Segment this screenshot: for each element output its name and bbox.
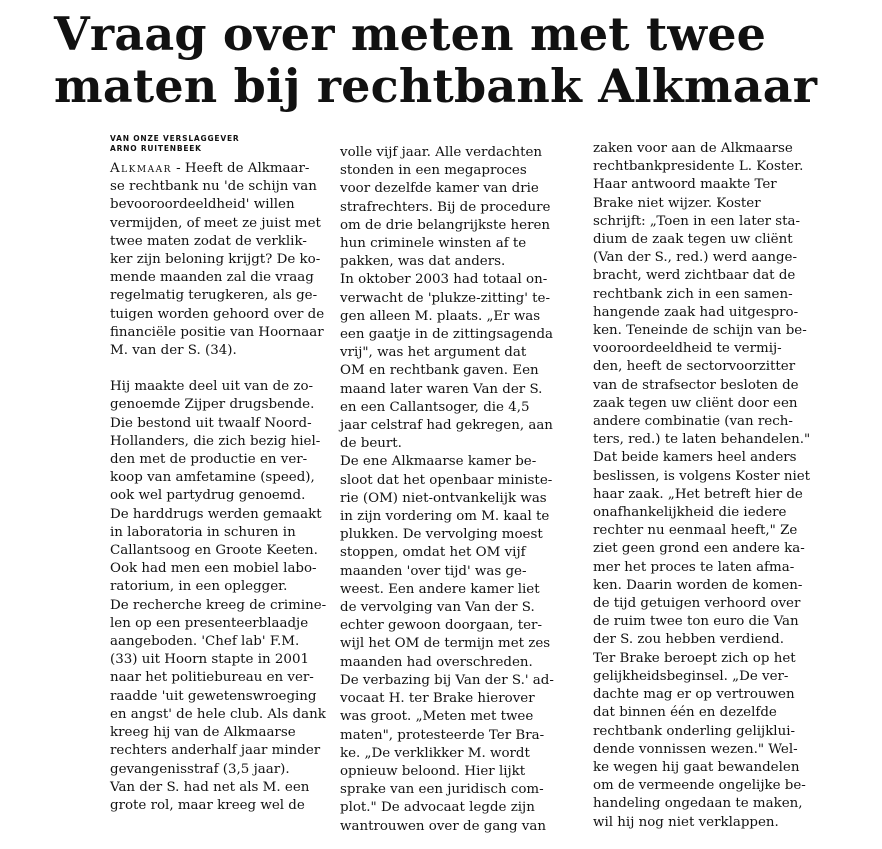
body-line: maand later waren Van der S. (340, 381, 543, 397)
body-line: mer het proces te laten afma- (593, 559, 795, 575)
body-line: rechter nu eenmaal heeft," Ze (593, 523, 798, 539)
body-line: Dat beide kamers heel anders (593, 450, 797, 466)
body-line: Ter Brake beroept zich op het (593, 650, 796, 666)
body-line: Alkmaar - Heeft de Alkmaar- (110, 161, 310, 176)
body-line: genoemde Zijper drugsbende. (110, 397, 315, 413)
body-line: was groot. „Meten met twee (340, 709, 534, 725)
body-line: maten", protesteerde Ter Bra- (340, 727, 545, 743)
body-line: van de strafsector besloten de (593, 377, 799, 393)
article-column-1 (110, 134, 328, 815)
body-line: wil hij nog niet verklappen. (593, 814, 779, 830)
body-line: sprake van een juridisch com- (340, 782, 544, 798)
body-line: schrijft: „Toen in een later sta- (593, 213, 801, 229)
body-line: financiële positie van Hoornaar (110, 324, 324, 340)
body-line: vermijden, of meet ze juist met (110, 215, 321, 231)
body-line: Haar antwoord maakte Ter (593, 177, 777, 193)
body-line: ook wel partydrug genoemd. (110, 488, 306, 504)
body-line: plukken. De vervolging moest (340, 527, 543, 543)
body-line: regelmatig terugkeren, als ge- (110, 288, 318, 304)
body-line: naar het politiebureau en ver- (110, 670, 314, 686)
body-line: De harddrugs werden gemaakt (110, 506, 322, 522)
body-line: beslissen, is volgens Koster niet (593, 468, 811, 484)
byline (110, 134, 328, 154)
body-line: twee maten zodat de verklik- (110, 233, 307, 249)
headline-line-2: maten bij rechtbank Alkmaar (54, 59, 818, 113)
body-line: den met de productie en ver- (110, 452, 308, 468)
body-line: aangeboden. 'Chef lab' F.M. (110, 634, 300, 650)
body-line: om de drie belangrijkste heren (340, 217, 551, 233)
body-line: Van der S. had net als M. een (110, 779, 310, 795)
body-line: vocaat H. ter Brake hierover (340, 691, 535, 707)
body-line: Ook had men een mobiel labo- (110, 561, 317, 577)
body-line: (33) uit Hoorn stapte in 2001 (110, 652, 309, 668)
body-line: pakken, was dat anders. (340, 254, 506, 270)
body-line: gelijkheidsbeginsel. „De ver- (593, 668, 789, 684)
body-line: Die bestond uit twaalf Noord- (110, 415, 312, 431)
body-line: zaken voor aan de Alkmaarse (593, 141, 793, 156)
headline-line-1: Vraag over meten met twee (54, 7, 767, 61)
body-line: Hollanders, die zich bezig hiel- (110, 433, 321, 449)
body-line: den, heeft de sectorvoorzitter (593, 359, 796, 375)
body-line: (Van der S., red.) werd aange- (593, 250, 798, 266)
body-line: rechtbankpresidente L. Koster. (593, 159, 804, 175)
body-line: om de vermeende ongelijke be- (593, 778, 806, 794)
body-line: echter gewoon doorgaan, ter- (340, 618, 542, 634)
body-line: gevangenisstraf (3,5 jaar). (110, 761, 290, 777)
body-line: stonden in een megaproces (340, 163, 527, 179)
body-line: ziet geen grond een andere ka- (593, 541, 805, 557)
body-line: len op een presenteerblaadje (110, 615, 309, 631)
body-line: sloot dat het openbaar ministe- (340, 472, 553, 488)
body-line: tuigen worden gehoord over de (110, 306, 325, 322)
body-line: rechters anderhalf jaar minder (110, 743, 321, 759)
body-line: der S. zou hebben verdiend. (593, 632, 784, 648)
body-line: zaak tegen uw cliënt door een (593, 395, 798, 411)
body-line: handeling ongedaan te maken, (593, 796, 803, 812)
body-line: een gaatje in de zittingsagenda (340, 327, 554, 343)
body-line: ratorium, in een oplegger. (110, 579, 288, 595)
body-line: wantrouwen over de gang van (340, 818, 546, 834)
body-line: dium de zaak tegen uw cliënt (593, 232, 793, 248)
body-line: verwacht de 'plukze-zitting' te- (340, 290, 550, 306)
body-line: haar zaak. „Het betreft hier de (593, 486, 803, 502)
body-line: mende maanden zal die vraag (110, 270, 314, 286)
body-line: de tijd getuigen verhoord over (593, 596, 801, 612)
body-line: maanden had overschreden. (340, 654, 533, 670)
body-line: dachte mag er op vertrouwen (593, 687, 795, 703)
body-line: hun criminele winsten af te (340, 236, 527, 252)
body-line: gen alleen M. plaats. „Er was (340, 308, 541, 324)
body-line: stoppen, omdat het OM vijf (340, 545, 526, 561)
body-line: maanden 'over tijd' was ge- (340, 563, 527, 579)
body-line: in zijn vordering om M. kaal te (340, 509, 550, 525)
body-line: raadde 'uit gewetenswroeging (110, 688, 317, 704)
body-line: onafhankelijkheid die iedere (593, 505, 787, 521)
body-line: rechtbank onderling gelijklui- (593, 723, 796, 739)
byline-role: VAN ONZE VERSLAGGEVER (110, 134, 240, 143)
body-line: De verbazing bij Van der S.' ad- (340, 672, 554, 688)
body-line: de beurt. (340, 436, 402, 452)
body-line: plot." De advocaat legde zijn (340, 800, 535, 816)
body-line: rechtbank zich in een samen- (593, 286, 793, 302)
body-line: ke. „De verklikker M. wordt (340, 745, 530, 761)
article-column-2 (340, 144, 562, 836)
body-line: kreeg hij van de Alkmaarse (110, 725, 296, 741)
body-line: jaar celstraf had gekregen, aan (340, 418, 553, 434)
body-line: ken. Daarin worden de komen- (593, 577, 803, 593)
body-line: strafrechters. Bij de procedure (340, 199, 551, 215)
body-line: de vervolging van Van der S. (340, 600, 535, 616)
body-line: dat binnen één en dezelfde (593, 705, 777, 721)
body-line: Callantsoog en Groote Keeten. (110, 543, 318, 559)
body-line: bracht, werd zichtbaar dat de (593, 268, 796, 284)
body-line: hangende zaak had uitgespro- (593, 304, 799, 320)
body-line: en een Callantsoger, die 4,5 (340, 399, 530, 415)
body-line: volle vijf jaar. Alle verdachten (340, 145, 543, 160)
body-line: in laboratoria in schuren in (110, 524, 296, 540)
body-line: dende vonnissen wezen." Wel- (593, 741, 798, 757)
body-line: Hij maakte deel uit van de zo- (110, 379, 314, 395)
body-line: se rechtbank nu 'de schijn van (110, 179, 317, 195)
body-line: voor dezelfde kamer van drie (340, 181, 539, 197)
dateline: Alkmaar (110, 161, 172, 176)
body-line: bevooroordeeldheid' willen (110, 197, 295, 213)
body-line: vooroordeeldheid te vermij- (593, 341, 782, 357)
headline (54, 8, 834, 112)
body-line: ters, red.) te laten behandelen." (593, 432, 811, 448)
article-column-3 (593, 140, 815, 832)
body-line: de ruim twee ton euro die Van (593, 614, 799, 630)
body-line: koop van amfetamine (speed), (110, 470, 315, 486)
body-line: In oktober 2003 had totaal on- (340, 272, 548, 288)
body-line: weest. Een andere kamer liet (340, 581, 540, 597)
body-line: en angst' de hele club. Als dank (110, 706, 326, 722)
byline-author: ARNO RUITENBEEK (110, 144, 202, 153)
body-line: ken. Teneinde de schijn van be- (593, 323, 807, 339)
body-line: OM en rechtbank gaven. Een (340, 363, 539, 379)
body-line: De recherche kreeg de crimine- (110, 597, 327, 613)
body-line: M. van der S. (34). (110, 343, 237, 359)
body-line: grote rol, maar kreeg wel de (110, 797, 305, 813)
body-line: andere combinatie (van rech- (593, 414, 793, 430)
body-line: rie (OM) niet-ontvankelijk was (340, 490, 547, 506)
body-line: opnieuw beloond. Hier lijkt (340, 763, 526, 779)
body-line: ke wegen hij gaat bewandelen (593, 759, 800, 775)
body-line: wijl het OM de termijn met zes (340, 636, 551, 652)
body-line: ker zijn beloning krijgt? De ko- (110, 252, 321, 268)
body-line: vrij", was het argument dat (340, 345, 527, 361)
body-line: Brake niet wijzer. Koster (593, 195, 761, 211)
paragraph-gap (110, 360, 328, 378)
body-line: De ene Alkmaarse kamer be- (340, 454, 537, 470)
